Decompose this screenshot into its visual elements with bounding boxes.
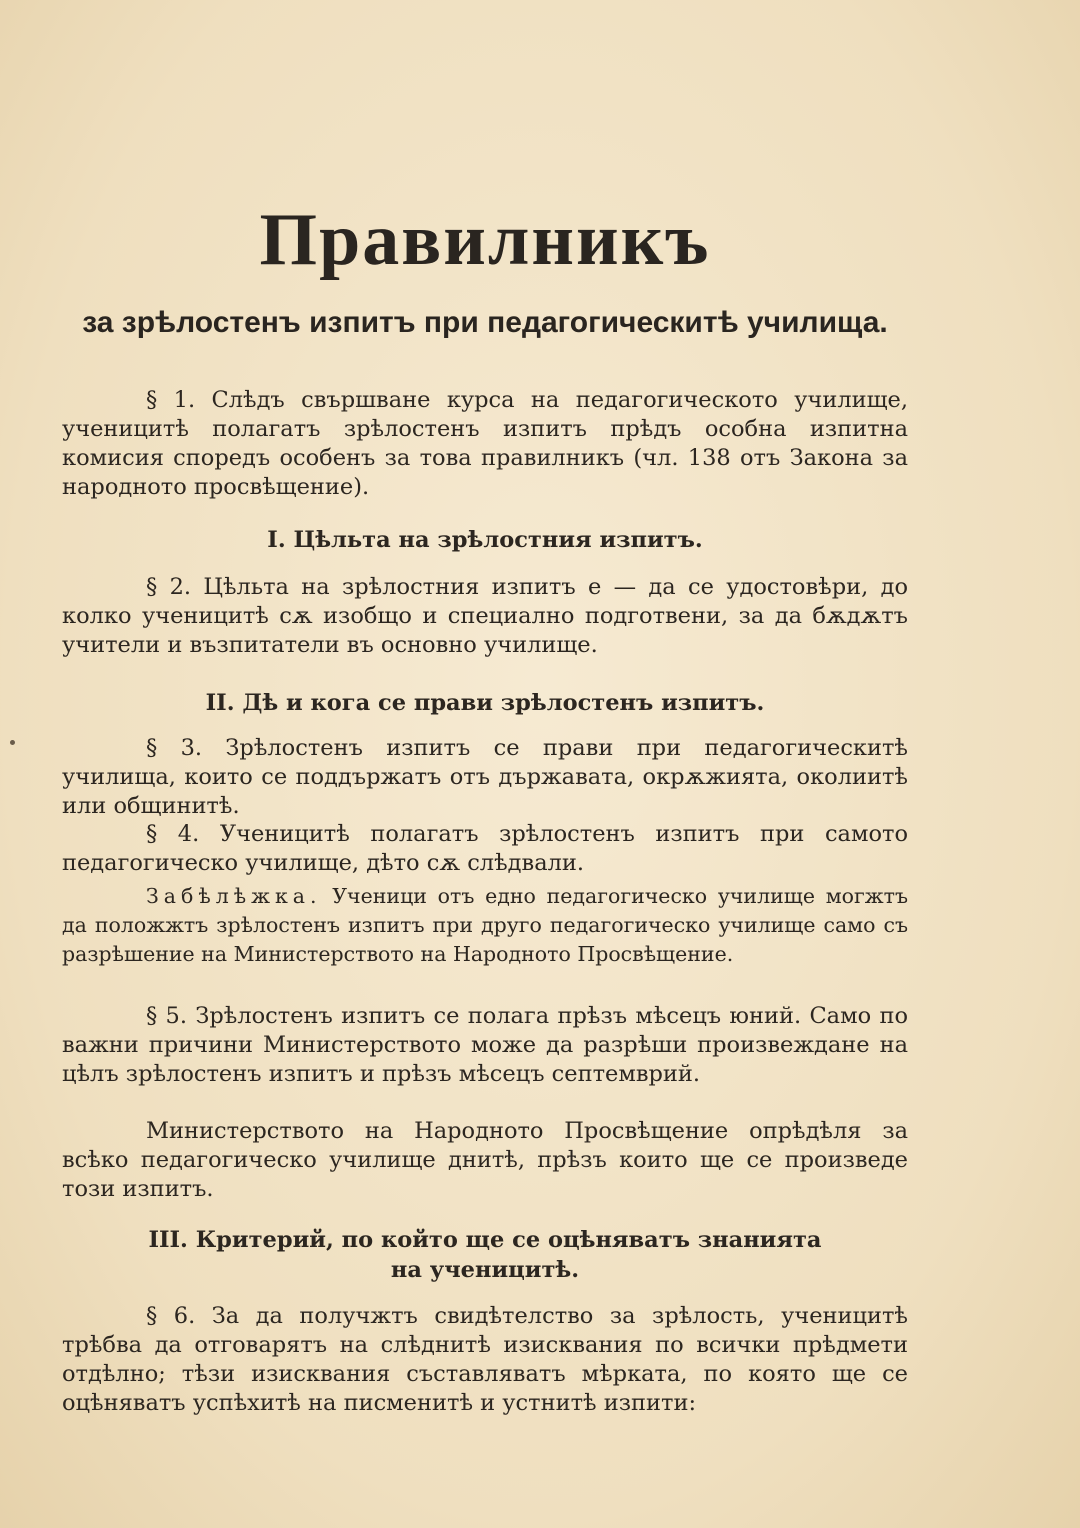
section-heading-3	[62, 1225, 908, 1285]
stray-mark	[10, 740, 15, 745]
document-subtitle: за зрѣлостенъ изпитъ при педагогическитѣ училища.	[82, 306, 888, 339]
paragraph-1: § 1. Слѣдъ свършване курса на педагогическото училище, ученицитѣ полагатъ зрѣлостенъ изпитъ прѣдъ особна изпитна комисия споредъ особенъ за това правилникъ (чл. 138 отъ Закона за народното просвѣщение).	[62, 387, 908, 500]
note-text: Ученици отъ едно педагогическо училище могжтъ да положжтъ зрѣлостенъ изпитъ при друго педагогическо училище само съ разрѣшение на Министерството на Народното Просвѣщение.	[62, 884, 908, 966]
paragraph-6: § 6. За да получжтъ свидѣтелство за зрѣлость, ученицитѣ трѣбва да отговарятъ на слѣднитѣ изисквания по всички прѣдмети отдѣлно; тѣзи изисквания съставляватъ мѣрката, по която ще се оцѣняватъ успѣхитѣ на писменитѣ и устнитѣ изпити:	[62, 1303, 908, 1416]
section-heading-2: II. Дѣ и кога се прави зрѣлостенъ изпитъ.	[205, 690, 765, 716]
section-heading-1: I. Цѣльта на зрѣлостния изпитъ.	[267, 527, 703, 553]
paragraph-5: § 5. Зрѣлостенъ изпитъ се полага прѣзъ мѣсецъ юний. Само по важни причини Министерството може да разрѣши произвеждане на цѣлъ зрѣлостенъ изпитъ и прѣзъ мѣсецъ септемврий.	[62, 1003, 908, 1087]
note-paragraph	[62, 882, 908, 969]
note-label: Забѣлѣжка.	[146, 884, 322, 908]
section-heading-3-line-1: III. Критерий, по който ще се оцѣняватъ знанията	[148, 1227, 822, 1253]
paragraph-5-continued: Министерството на Народното Просвѣщение опрѣдѣля за всѣко педагогическо училище днитѣ, прѣзъ които ще се произведе този изпитъ.	[62, 1118, 908, 1202]
paragraph-4: § 4. Ученицитѣ полагатъ зрѣлостенъ изпитъ при самото педагогическо училище, дѣто сѫ слѣдвали.	[62, 821, 908, 876]
document-title: Правилникъ	[259, 199, 711, 281]
paragraph-3: § 3. Зрѣлостенъ изпитъ се прави при педагогическитѣ училища, които се поддържатъ отъ държавата, окрѫжията, околиитѣ или общинитѣ.	[62, 735, 908, 819]
paragraph-2: § 2. Цѣльта на зрѣлостния изпитъ е — да се удостовѣри, до колко ученицитѣ сѫ изобщо и специално подготвени, за да бѫдѫтъ учители и възпитатели въ основно училище.	[62, 574, 908, 658]
section-heading-3-line-2: на ученицитѣ.	[390, 1257, 580, 1283]
